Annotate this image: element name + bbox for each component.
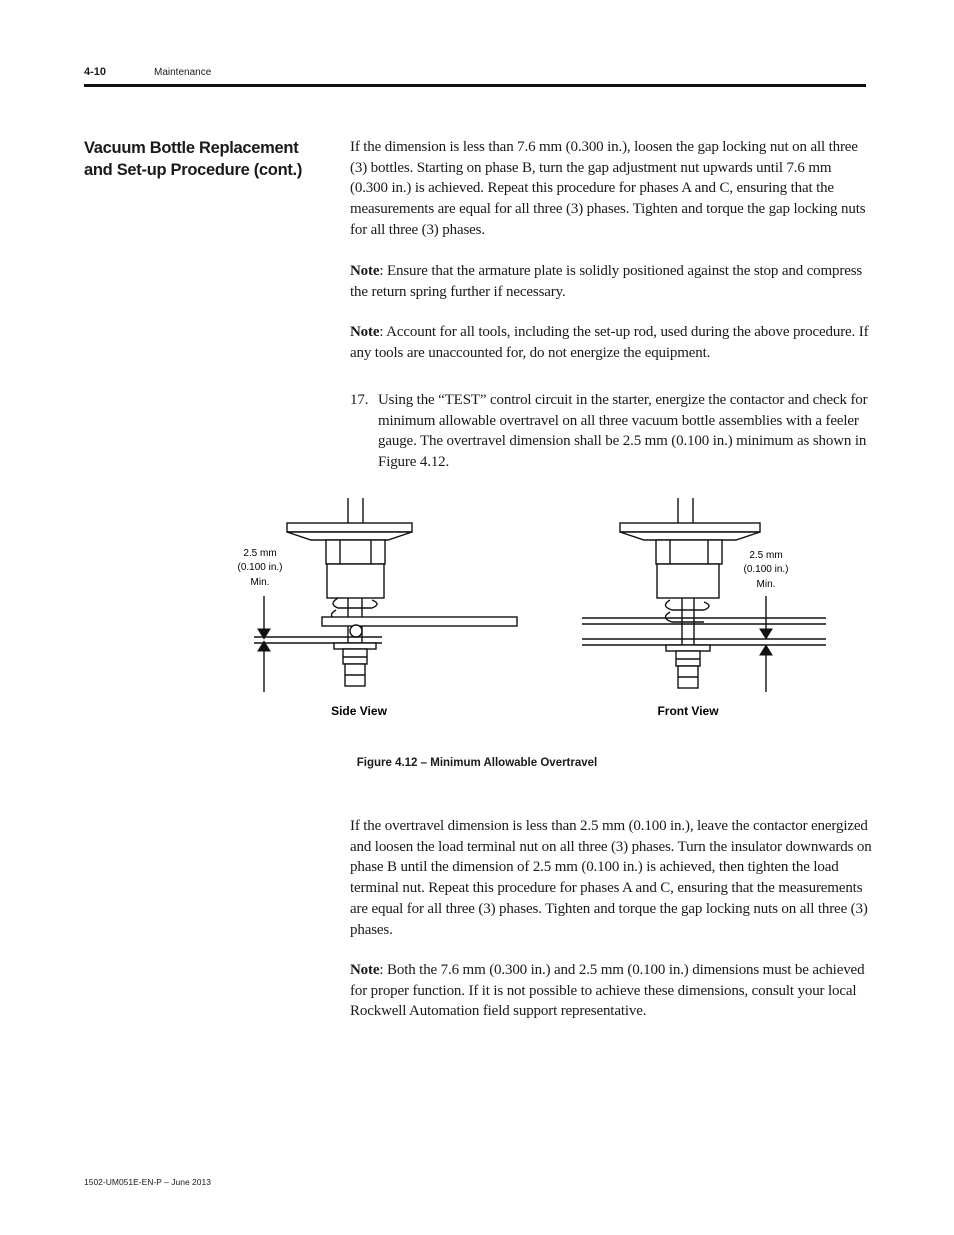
front-view-label: Front View [657,704,719,718]
step-text: Using the “TEST” control circuit in the starter, energize the contactor and check for minimum allowable overtravel on all three vacuum bottle assemblies with a feeler gauge. The overtravel dimension shall be 2.5 mm (0.100 in.) minimum as shown in Figure 4.12. [378,392,868,471]
side-heading-line2: and Set-up Procedure (cont.) [84,161,303,179]
paragraph-text: If the dimension is less than 7.6 mm (0.300 in.), loosen the gap locking nut on all three (3) bottles. Starting on phase B, turn the gap adjustment nut upwards until 7.6 mm (0.300 in.) is achieved. Repeat this procedure for phases A and C, ensuring that the measurements are equal for all three (3) phases. Tighten and torque the gap locking nuts for all three (3) phases. [350,139,866,238]
front-dim-line2: (0.100 in.) [743,564,789,575]
note-tools [350,322,872,363]
side-dim-line3: Min. [250,577,270,588]
note-label: Note [350,263,380,279]
step-number: 17. [350,392,369,408]
footer-doc-id: 1502-UM051E-EN-P – June 2013 [84,1177,211,1187]
side-heading [84,137,324,181]
header-rule [84,84,866,87]
front-view-drawing [582,498,826,692]
note-text: : Both the 7.6 mm (0.300 in.) and 2.5 mm (0.100 in.) dimensions must be achieved for proper function. If it is not possible to achieve these dimensions, consult your local Rockwell Automation field support representative. [350,962,865,1020]
side-view-drawing [254,498,517,692]
front-dim-line1: 2.5 mm [749,550,783,561]
paragraph-overtravel [350,816,872,940]
side-dim-line1: 2.5 mm [243,548,277,559]
page-number: 4-10 [84,66,107,78]
paragraph-gap-adjust [350,137,872,241]
section-title: Maintenance [154,67,212,78]
note-text: : Ensure that the armature plate is solidly positioned against the stop and compress the return spring further if necessary. [350,263,863,300]
note-text: : Account for all tools, including the set-up rod, used during the above procedure. If any tools are unaccounted for, do not energize the equipment. [350,324,869,361]
figure-caption: Figure 4.12 – Minimum Allowable Overtravel [356,757,598,769]
note-armature [350,261,872,302]
note-label: Note [350,324,380,340]
side-heading-line1: Vacuum Bottle Replacement [84,139,299,157]
step-17 [350,390,872,473]
front-dim-line3: Min. [756,579,776,590]
figure-overtravel [230,490,830,730]
note-label: Note [350,962,380,978]
overtravel-diagram [230,490,830,730]
paragraph-text: If the overtravel dimension is less than 2.5 mm (0.100 in.), leave the contactor energized and loosen the load terminal nut on all three (3) phases. Turn the insulator downwards on phase B until the dimension of 2.5 mm (0.100 in.) is achieved, then tighten the load terminal nut. Repeat this procedure for phases A and C, ensuring that the measurements are equal for all three (3) phases. Tighten and torque the gap locking nuts on all three (3) phases. [350,818,872,938]
note-dimensions [350,960,872,1022]
side-dim-line2: (0.100 in.) [237,562,283,573]
side-view-label: Side View [331,704,387,718]
